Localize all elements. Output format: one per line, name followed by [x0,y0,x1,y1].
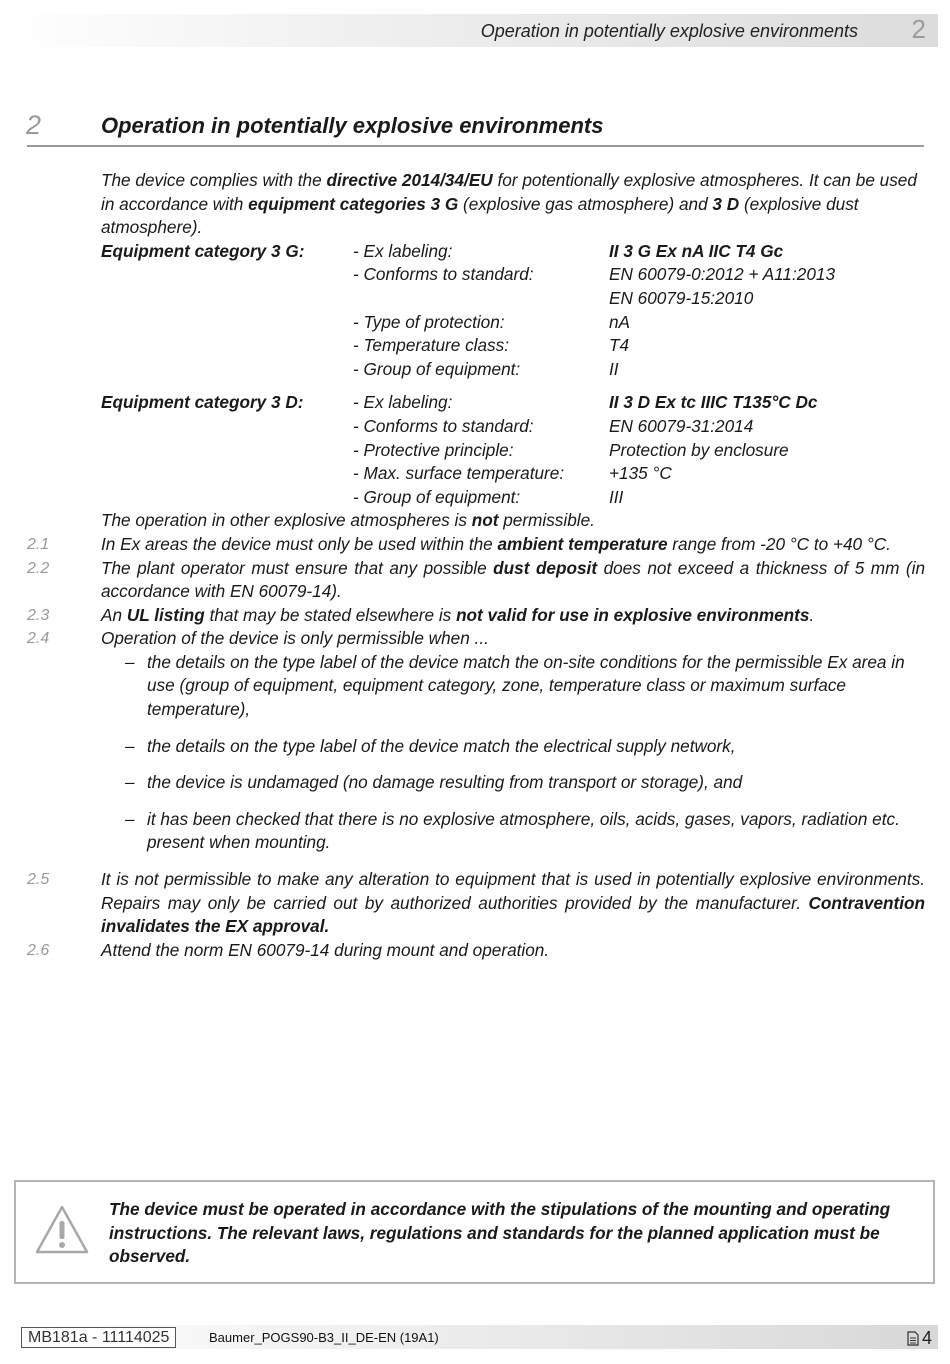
item-2-1 [27,533,925,557]
spec-key: - Max. surface temperature: [353,463,565,484]
item-number: 2.4 [27,630,50,648]
item-text: It is not permissible to make any alteration to equipment that is used in potentially explosive environments. Repairs may only be carried out by authorized authorities provided by the manufacturer. [101,869,925,913]
item-2-3 [27,604,925,628]
item-2-6 [27,939,925,963]
item-2-4 [27,627,925,651]
section-number: 2 [26,110,42,140]
spec-value: EN 60079-15:2010 [609,287,754,308]
spec-value: EN 60079-31:2014 [609,415,754,436]
item-text: does not exceed a thickness of 5 mm (in accordance with EN 60079-14). [101,557,925,602]
condition-list [101,651,925,855]
item-2-2 [27,557,925,604]
spec-row [353,240,925,264]
spec-value: EN 60079-0:2012 + A11:2013 [609,264,836,285]
spec-row [353,263,925,287]
item-number: 2.1 [27,535,50,553]
item-number: 2.3 [27,606,50,624]
spec-row [353,486,925,510]
intro-text: for potentionally explosive atmospheres. It can be used in accordance with [101,170,917,214]
spec-key: - Group of equipment: [353,358,521,379]
note-text: The operation in other explosive atmospheres is [101,510,472,531]
item-emphasis: ambient temperature [497,533,668,554]
equipment-category-3d [101,391,925,509]
note-emphasis: not [471,510,499,531]
spec-key: - Conforms to standard: [353,415,534,436]
spec-value: II [609,358,619,379]
spec-row [353,358,925,382]
item-number: 2.2 [27,559,50,577]
warning-text: The device must be operated in accordance with the stipulations of the mounting and operating instructions. The relevant laws, regulations and standards for the planned application must be observed. [109,1199,891,1267]
intro-category-3g: equipment categories 3 G [248,193,459,214]
warning-triangle-icon [34,1204,90,1256]
item-emphasis: not valid for use in explosive environments [456,604,810,625]
spec-value: +135 °C [609,463,672,484]
item-emphasis: dust deposit [493,557,598,578]
spec-row [353,311,925,335]
header-chapter-number: 2 [911,14,926,44]
spec-value: II 3 D Ex tc IIIC T135°C Dc [609,392,818,413]
item-number: 2.5 [27,871,50,889]
spec-key: - Ex labeling: [353,240,453,261]
spec-row [353,462,925,486]
item-text: . [809,604,815,625]
intro-category-3d: 3 D [712,193,740,214]
intro-text: The device complies with the [101,170,327,190]
spec-key: - Conforms to standard: [353,264,534,285]
intro-text: (explosive dust atmosphere). [101,193,859,238]
category-label: Equipment category 3 D: [101,392,304,413]
list-item: – the details on the type label of the device match the electrical supply network, [101,735,925,759]
note-text: permissible. [498,510,595,531]
item-text: In Ex areas the device must only be used within the [101,533,498,554]
item-text: The plant operator must ensure that any possible [101,557,494,578]
section-divider [27,145,924,147]
main-content [27,169,925,962]
spec-key: - Temperature class: [353,335,510,356]
document-filename: Baumer_POGS90-B3_II_DE-EN (19A1) [209,1330,439,1345]
spec-row [353,439,925,463]
item-text: range from -20 °C to +40 °C. [667,533,891,554]
spec-row [353,334,925,358]
page-indicator [907,1328,932,1349]
permissible-note [101,509,925,533]
document-icon [907,1331,919,1346]
spec-key [353,287,609,311]
item-emphasis: UL listing [126,604,205,625]
spec-value: III [609,486,624,507]
item-text: Operation of the device is only permissible when ... [101,628,489,649]
intro-paragraph [101,169,925,240]
page-number: 4 [921,1328,932,1348]
spec-key: - Group of equipment: [353,486,521,507]
spec-row [353,391,925,415]
item-text: An [101,604,127,625]
intro-text: (explosive gas atmosphere) and [458,193,713,214]
list-item: – the device is undamaged (no damage resulting from transport or storage), and [101,771,925,795]
item-emphasis: Contravention invalidates the EX approval. [101,892,925,937]
equipment-category-3g [101,240,925,382]
item-text: Attend the norm EN 60079-14 during mount and operation. [101,939,550,960]
section-title: Operation in potentially explosive environments [101,113,604,138]
item-text: that may be stated elsewhere is [204,604,457,625]
spec-value: II 3 G Ex nA IIC T4 Gc [609,240,784,261]
item-2-5 [27,868,925,939]
header-title: Operation in potentially explosive environments [480,21,858,41]
spec-key: - Protective principle: [353,439,514,460]
spec-value: nA [609,311,631,332]
spec-value: T4 [609,335,630,356]
category-label: Equipment category 3 G: [101,240,305,261]
document-code: MB181a - 11114025 [21,1327,176,1348]
spec-row [353,287,925,311]
spec-row [353,415,925,439]
spec-key: - Type of protection: [353,311,505,332]
list-item: – it has been checked that there is no explosive atmosphere, oils, acids, gases, vapors, radiation etc. present when mounting. [101,808,925,855]
warning-box [14,1180,935,1284]
spec-key: - Ex labeling: [353,392,453,413]
intro-directive: directive 2014/34/EU [326,170,493,190]
item-number: 2.6 [27,941,50,959]
spec-value: Protection by enclosure [609,439,789,460]
list-item: – the details on the type label of the device match the on-site conditions for the permissible Ex area in use (group of equipment, equipment category, zone, temperature class or maximum surface temperature), [101,651,925,722]
